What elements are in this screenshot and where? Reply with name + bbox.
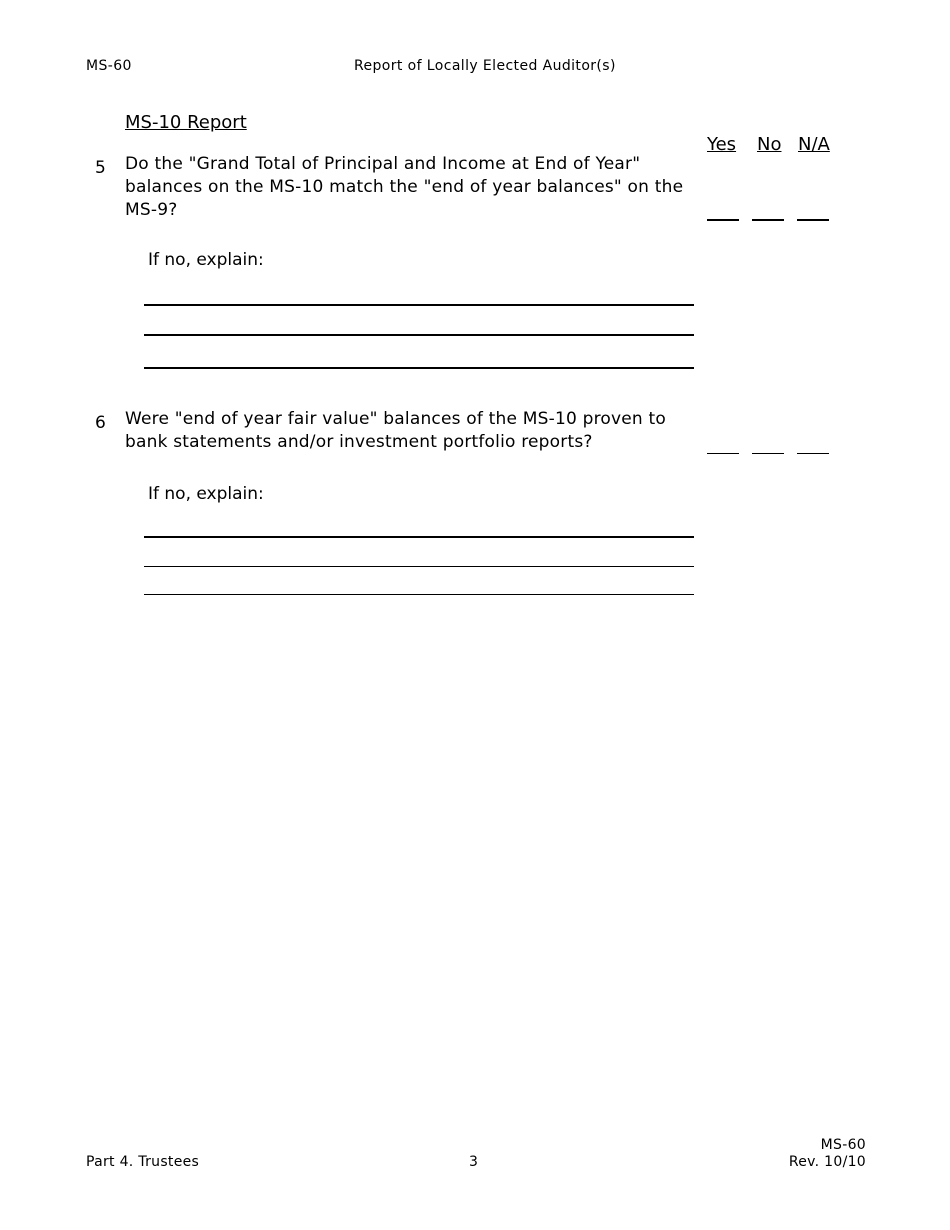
- header-form-id: MS-60: [86, 58, 132, 74]
- question-5-explain-line-1[interactable]: [144, 304, 694, 306]
- question-6-explain-line-1[interactable]: [144, 536, 694, 538]
- section-title: MS-10 Report: [125, 112, 247, 133]
- question-5-explain-line-3[interactable]: [144, 367, 694, 369]
- question-6-number: 6: [95, 413, 106, 433]
- question-5-na-blank[interactable]: [797, 219, 829, 221]
- footer-page-number: 3: [469, 1154, 479, 1170]
- question-6-yes-blank[interactable]: [707, 453, 739, 454]
- column-yes: Yes: [707, 134, 737, 155]
- question-6-text: [125, 408, 695, 454]
- question-5-text: [125, 153, 695, 222]
- question-5-yes-blank[interactable]: [707, 219, 739, 221]
- question-6-explain-line-3[interactable]: [144, 594, 694, 595]
- question-5-line: MS-9?: [125, 200, 178, 220]
- question-6-na-blank[interactable]: [797, 453, 829, 454]
- question-6-no-blank[interactable]: [752, 453, 784, 454]
- question-6-explain-label: If no, explain:: [148, 484, 264, 504]
- footer-part: Part 4. Trustees: [86, 1154, 200, 1170]
- column-no: No: [757, 134, 782, 155]
- question-5-line: Do the "Grand Total of Principal and Income at End of Year": [125, 154, 641, 174]
- question-5-line: balances on the MS-10 match the "end of year balances" on the: [125, 177, 684, 197]
- question-5-number: 5: [95, 158, 106, 178]
- question-5-explain-line-2[interactable]: [144, 334, 694, 336]
- question-6-line: Were "end of year fair value" balances of the MS-10 proven to: [125, 409, 666, 429]
- question-6-explain-line-2[interactable]: [144, 566, 694, 567]
- question-5-no-blank[interactable]: [752, 219, 784, 221]
- question-5-explain-label: If no, explain:: [148, 250, 264, 270]
- column-na: N/A: [798, 134, 830, 155]
- header-title: Report of Locally Elected Auditor(s): [354, 58, 616, 74]
- footer-form-id: MS-60: [820, 1137, 866, 1153]
- footer-revision: Rev. 10/10: [788, 1154, 866, 1170]
- question-6-line: bank statements and/or investment portfolio reports?: [125, 432, 593, 452]
